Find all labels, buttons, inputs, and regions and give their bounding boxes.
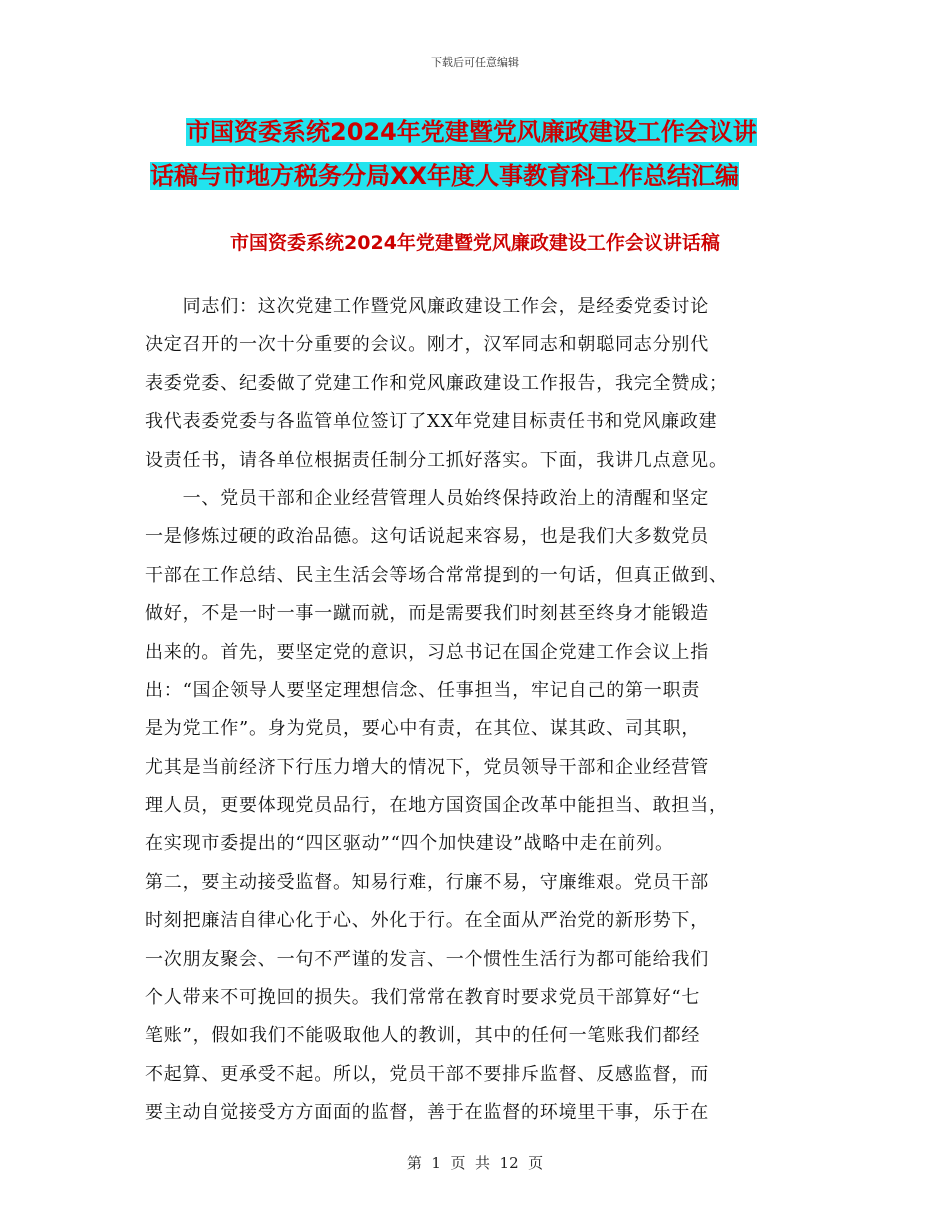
body-line: 不起算、更承受不起。所以，党员干部不要排斥监督、反感监督，而 [145, 1063, 709, 1085]
body-line: 第二，要主动接受监督。知易行难，行廉不易，守廉维艰。党员干部 [145, 871, 709, 893]
body-line: 决定召开的一次十分重要的会议。刚才，汉军同志和朝聪同志分别代 [145, 334, 709, 356]
header-note: 下载后可任意编辑 [431, 56, 519, 69]
body-line: 我代表委党委与各监管单位签订了XX年党建目标责任书和党风廉政建 [145, 411, 718, 433]
body-line: 表委党委、纪委做了党建工作和党风廉政建设工作报告，我完全赞成； [145, 372, 728, 394]
body-line: 干部在工作总结、民主生活会等场合常常提到的一句话，但真正做到、 [145, 564, 728, 586]
body-line: 一是修炼过硬的政治品德。这句话说起来容易，也是我们大多数党员 [145, 526, 709, 548]
body-line: 一、党员干部和企业经营管理人员始终保持政治上的清醒和坚定 [145, 487, 709, 509]
body-line: 时刻把廉洁自律心化于心、外化于行。在全面从严治党的新形势下， [145, 910, 709, 932]
body-line: 笔账”，假如我们不能吸取他人的教训，其中的任何一笔账我们都经 [145, 1025, 701, 1047]
title-highlight-2: 话稿与市地方税务分局XX年度人事教育科工作总结汇编 [150, 162, 740, 190]
body-line: 设责任书，请各单位根据责任制分工抓好落实。下面，我讲几点意见。 [145, 449, 728, 471]
body-line: 同志们：这次党建工作暨党风廉政建设工作会，是经委党委讨论 [145, 296, 709, 317]
body-line: 一次朋友聚会、一句不严谨的发言、一个惯性生活行为都可能给我们 [145, 948, 709, 970]
body-line: 尤其是当前经济下行压力增大的情况下，党员领导干部和企业经营管 [145, 756, 709, 778]
body-line: 做好，不是一时一事一蹴而就，而是需要我们时刻甚至终身才能锻造 [145, 603, 709, 625]
body-line: 是为党工作”。身为党员，要心中有责，在其位、谋其政、司其职， [145, 718, 701, 740]
page-number-footer: 第 1 页 共 12 页 [406, 1154, 544, 1172]
body-line: 出来的。首先，要坚定党的意识，习总书记在国企党建工作会议上指 [145, 641, 709, 663]
document-title [150, 110, 850, 198]
body-line: 出：“国企领导人要坚定理想信念、任事担当，牢记自己的第一职责 [145, 679, 701, 701]
body-line: 在实现市委提出的“四区驱动”“四个加快建设”战略中走在前列。 [145, 833, 674, 855]
section-title: 市国资委系统2024年党建暨党风廉政建设工作会议讲话稿 [230, 232, 720, 254]
title-highlight-1: 市国资委系统2024年党建暨党风廉政建设工作会议讲 [186, 118, 757, 146]
body-line: 要主动自觉接受方方面面的监督，善于在监督的环境里干事，乐于在 [145, 1102, 709, 1124]
body-line: 个人带来不可挽回的损失。我们常常在教育时要求党员干部算好“七 [145, 987, 701, 1009]
body-line: 理人员，更要体现党员品行，在地方国资国企改革中能担当、敢担当， [145, 795, 728, 817]
document-title-line-2 [150, 154, 850, 198]
body-text [145, 288, 805, 1133]
document-title-line-1 [150, 110, 850, 154]
